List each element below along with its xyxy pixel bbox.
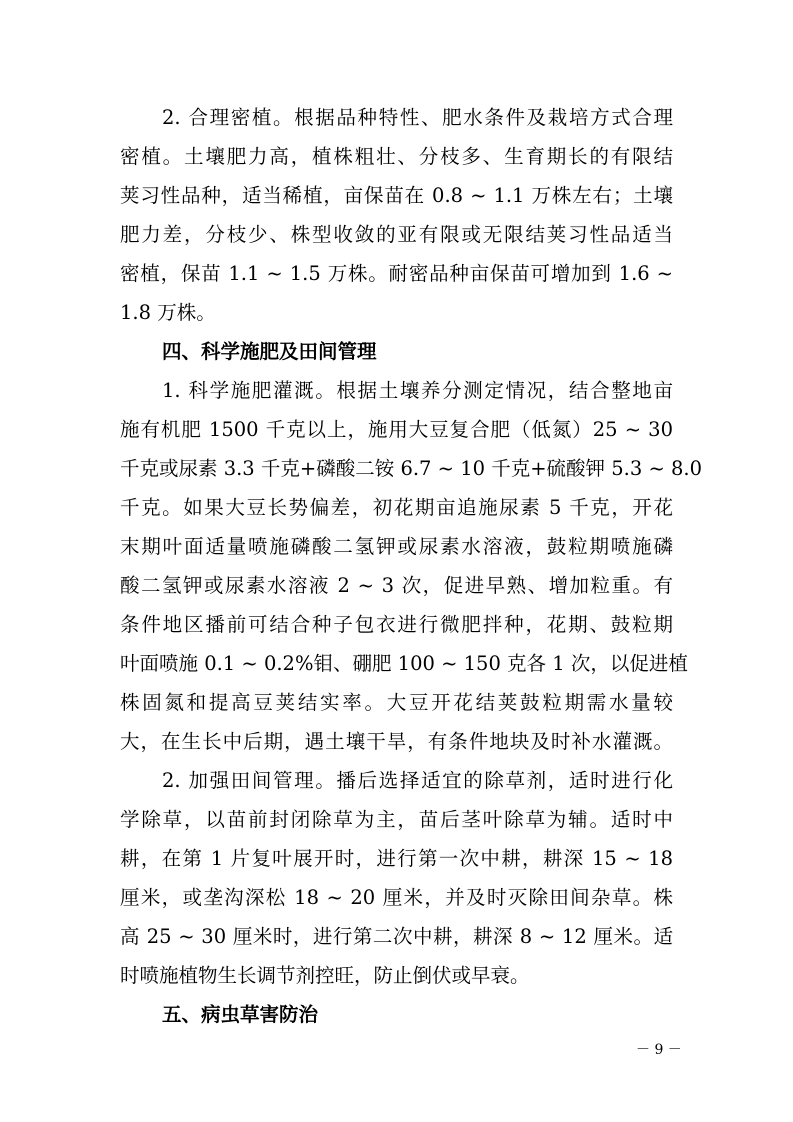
- paragraph-line: 株固氮和提高豆荚结实率。大豆开花结荚鼓粒期需水量较: [120, 691, 673, 714]
- paragraph-line: 耕，在第 1 片复叶展开时，进行第一次中耕，耕深 15 ~ 18: [120, 847, 673, 870]
- paragraph-line: 2. 加强田间管理。播后选择适宜的除草剂，适时进行化: [162, 769, 673, 792]
- paragraph-line: 时喷施植物生长调节剂控旺，防止倒伏或早衰。: [120, 964, 530, 987]
- paragraph-line: 高 25 ~ 30 厘米时，进行第二次中耕，耕深 8 ~ 12 厘米。适: [120, 925, 673, 948]
- section-heading: 五、病虫草害防治: [162, 1003, 319, 1026]
- paragraph-line: 厘米，或垄沟深松 18 ~ 20 厘米，并及时灭除田间杂草。株: [120, 886, 673, 909]
- paragraph-line: 酸二氢钾或尿素水溶液 2 ~ 3 次，促进早熟、增加粒重。有: [120, 574, 673, 597]
- paragraph-line: 千克或尿素 3.3 千克+磷酸二铵 6.7 ~ 10 千克+硫酸钾 5.3 ~ 8.0: [120, 457, 703, 480]
- paragraph-line: 条件地区播前可结合种子包衣进行微肥拌种，花期、鼓粒期: [120, 613, 673, 636]
- paragraph-line: 大，在生长中后期，遇土壤干旱，有条件地块及时补水灌溉。: [120, 730, 673, 753]
- section-heading: 四、科学施肥及田间管理: [162, 340, 377, 363]
- paragraph-line: 1. 科学施肥灌溉。根据土壤养分测定情况，结合整地亩: [162, 379, 673, 402]
- paragraph-line: 1.8 万株。: [120, 301, 216, 324]
- paragraph-line: 施有机肥 1500 千克以上，施用大豆复合肥（低氮）25 ~ 30: [120, 418, 673, 441]
- paragraph-line: 2. 合理密植。根据品种特性、肥水条件及栽培方式合理: [162, 106, 673, 129]
- paragraph-line: 荚习性品种，适当稀植，亩保苗在 0.8 ~ 1.1 万株左右；土壤: [120, 184, 673, 207]
- page-number: － 9 －: [636, 1042, 682, 1058]
- paragraph-line: 千克。如果大豆长势偏差，初花期亩追施尿素 5 千克，开花: [120, 496, 673, 519]
- paragraph-line: 末期叶面适量喷施磷酸二氢钾或尿素水溶液，鼓粒期喷施磷: [120, 535, 673, 558]
- paragraph-line: 叶面喷施 0.1 ~ 0.2%钼、硼肥 100 ~ 150 克各 1 次，以促进植: [120, 652, 688, 675]
- paragraph-line: 密植，保苗 1.1 ~ 1.5 万株。耐密品种亩保苗可增加到 1.6 ~: [120, 262, 673, 285]
- paragraph-line: 学除草，以苗前封闭除草为主，苗后茎叶除草为辅。适时中: [120, 808, 673, 831]
- paragraph-line: 密植。土壤肥力高，植株粗壮、分枝多、生育期长的有限结: [120, 145, 673, 168]
- paragraph-line: 肥力差，分枝少、株型收敛的亚有限或无限结荚习性品适当: [120, 223, 673, 246]
